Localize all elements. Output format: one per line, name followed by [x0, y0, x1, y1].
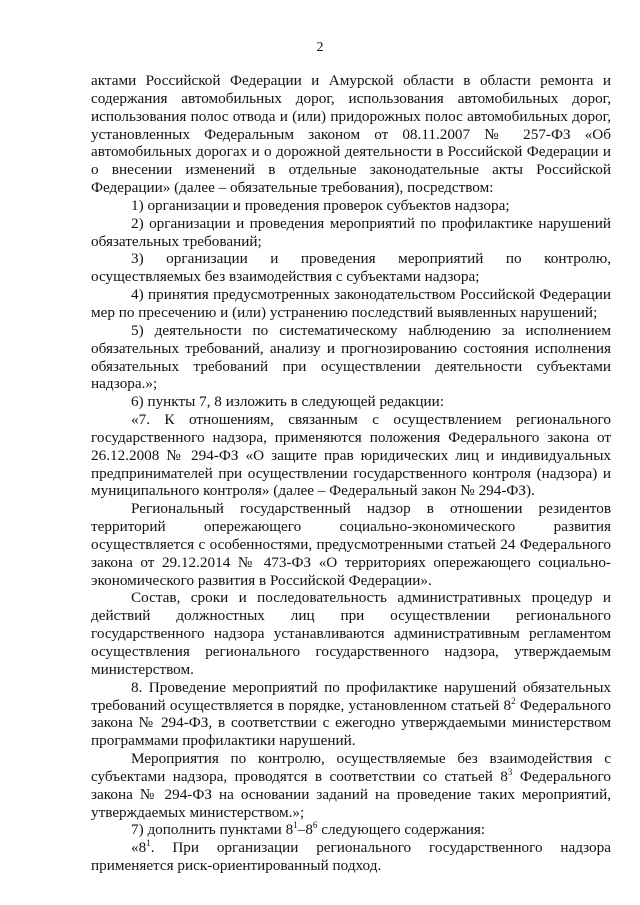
amendment-item-6: 6) пункты 7, 8 изложить в следующей редакции:	[131, 393, 445, 411]
clause-8-paragraph-2	[91, 750, 611, 821]
list-item-2: 2) организации и проведения мероприятий по профилактике нарушений обязательных требований;	[91, 214, 611, 250]
list-item-4: 4) принятия предусмотренных законодательством Российской Федерации мер по пресечению и (или) устранению последствий выявленных нарушений;	[91, 286, 611, 321]
item-7-superscript-2: 6	[312, 820, 318, 831]
page-number: 2	[316, 40, 324, 55]
list-item-3: 3) организации и проведения мероприятий по контролю, осуществляемых без взаимодействия с субъектами надзора;	[91, 250, 611, 286]
item-7-text-b: –8	[297, 821, 313, 839]
clause-8-superscript: 2	[511, 695, 516, 706]
clause-8-p2-superscript: 3	[507, 766, 513, 777]
item-7-superscript-1: 1	[293, 820, 298, 831]
clause-8	[91, 679, 611, 750]
clause-8-1-text-a: «8	[131, 839, 147, 857]
item-7-text-c: следующего содержания:	[317, 821, 486, 839]
clause-8-text-a: 8. Проведение мероприятий по профилактике нарушений обязательных требований осуществляется в порядке, установленном статьей 8	[91, 678, 611, 714]
clause-8-p2-text-a: Мероприятия по контролю, осуществляемые без взаимодействия с субъектами надзора, проводятся в соответствии со статьей 8	[91, 750, 611, 785]
item-7-text-a: 7) дополнить пунктами 8	[131, 821, 294, 839]
clause-8-p2-text-b: Федерального закона № 294-ФЗ на основании заданий на проведение таких мероприятий, утверждаемых министерством.»;	[91, 767, 611, 821]
clause-8-1	[91, 839, 611, 875]
clause-8-1-text-b: . При организации регионального государственного надзора применяется риск-ориентированный подход.	[91, 839, 611, 875]
clause-7-paragraph-2: Региональный государственный надзор в отношении резидентов территорий опережающего социально-экономического развития осуществляется с особенностями, предусмотренными статьей 24 Федерального закона от 29.12.2014 № 473-ФЗ «О территориях опережающего социально-экономического развития в Российской Федерации».	[91, 500, 611, 589]
amendment-item-7	[91, 821, 611, 839]
clause-8-text-b: Федерального закона № 294-ФЗ, в соответствии с ежегодно утверждаемыми министерством программами профилактики нарушений.	[91, 696, 611, 750]
list-item-1: 1) организации и проведения проверок субъектов надзора;	[131, 196, 510, 214]
clause-7: «7. К отношениям, связанным с осуществлением регионального государственного надзора, применяются положения Федерального закона от 26.12.2008 № 294-ФЗ «О защите прав юридических лиц и индивидуальных предпринимателей при осуществлении государственного контроля (надзора) и муниципального контроля» (далее – Федеральный закон № 294-ФЗ).	[91, 411, 611, 500]
document-body	[91, 72, 611, 875]
clause-7-paragraph-3: Состав, сроки и последовательность административных процедур и действий должностных лиц при осуществлении регионального государственного надзора устанавливаются административным регламентом осуществления регионального государственного надзора, утверждаемым министерством.	[91, 589, 611, 678]
list-item-5: 5) деятельности по систематическому наблюдению за исполнением обязательных требований, анализу и прогнозированию состояния исполнения обязательных требований при осуществлении деятельности субъектами надзора.»;	[91, 321, 611, 393]
clause-8-1-superscript: 1	[146, 838, 151, 849]
paragraph-continuation: актами Российской Федерации и Амурской области в области ремонта и содержания автомобильных дорог, использования автомобильных дорог, использования полос отвода и (или) придорожных полос автомобильных дорог, установленных Федеральным законом от 08.11.2007 № 257-ФЗ «Об автомобильных дорогах и о дорожной деятельности в Российской Федерации и о внесении изменений в отдельные законодательные акты Российской Федерации» (далее – обязательные требования), посредством:	[91, 72, 611, 197]
